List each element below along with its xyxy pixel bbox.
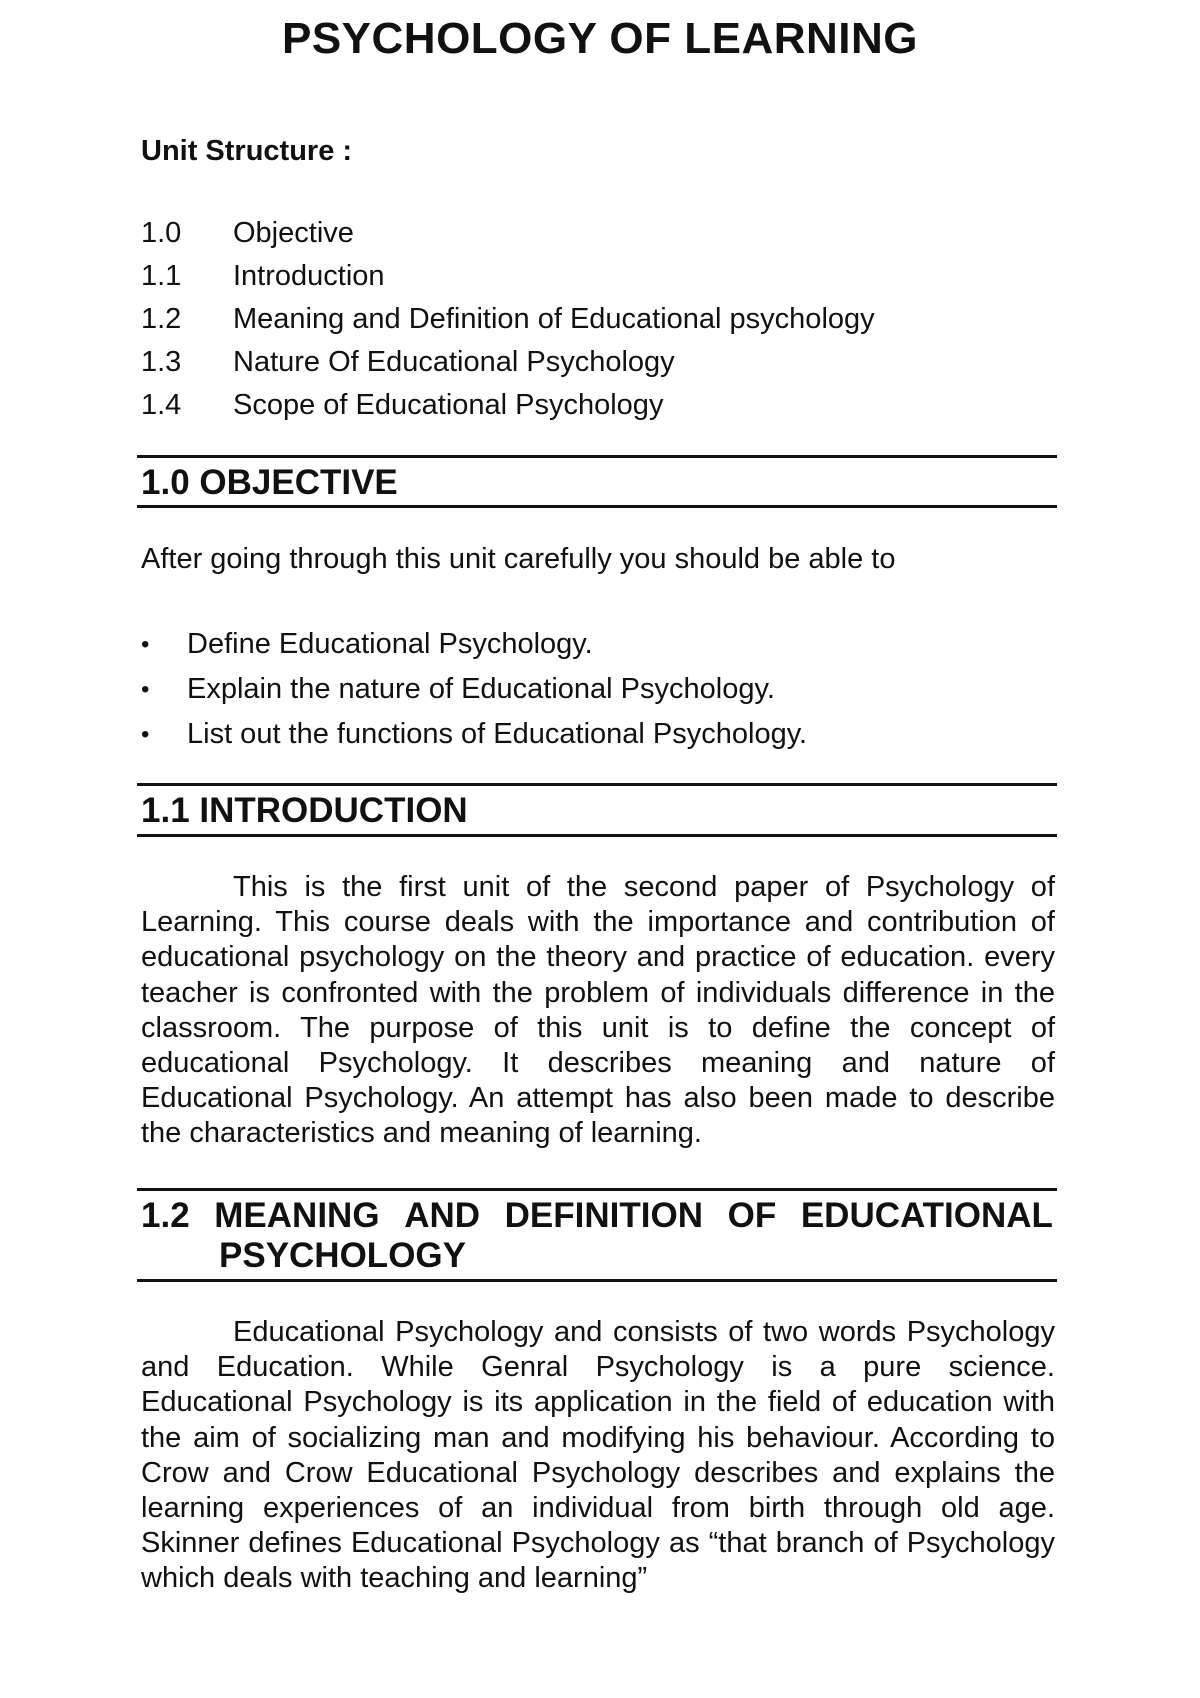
section-heading-objective: 1.0 OBJECTIVE — [141, 463, 398, 502]
heading-word: OF — [727, 1196, 777, 1235]
heading-word: EDUCATIONAL — [800, 1196, 1053, 1235]
heading-line — [141, 1196, 1053, 1236]
heading-word: DEFINITION — [504, 1196, 703, 1235]
toc-item — [141, 341, 875, 384]
toc-item-label: Meaning and Definition of Educational psychology — [233, 303, 875, 335]
section-rule-bottom — [137, 834, 1057, 837]
document-title: PSYCHOLOGY OF LEARNING — [281, 14, 919, 63]
toc-item-number: 1.1 — [141, 260, 182, 292]
toc-item-label: Scope of Educational Psychology — [233, 389, 664, 421]
section-heading-meaning — [141, 1196, 1053, 1276]
section-rule-top — [137, 1188, 1057, 1191]
section-rule-top — [137, 783, 1057, 786]
introduction-paragraph: This is the first unit of the second paper of Psychology of Learning. This course deals with the importance and contribution of educational psychology on the theory and practice of education. every teacher is confronted with the problem of individuals difference in the classroom. The purpose of this unit is to define the concept of educational Psychology. It describes meaning and nature of Educational Psychology. An attempt has also been made to describe the characteristics and meaning of learning. — [141, 871, 1055, 1150]
list-item — [141, 622, 807, 667]
section-rule-bottom — [137, 505, 1057, 508]
heading-word: AND — [404, 1196, 481, 1235]
unit-structure-label: Unit Structure : — [141, 135, 353, 167]
list-item-text: Explain the nature of Educational Psychology. — [187, 673, 775, 705]
table-of-contents — [141, 212, 875, 427]
section-rule-top — [137, 455, 1057, 458]
meaning-paragraph: Educational Psychology and consists of two words Psychology and Education. While Genral Psychology is a pure science. Educational Psychology is its application in the field of education with the aim of socializing man and modifying his behaviour. According to Crow and Crow Educational Psychology describes and explains the learning experiences of an individual from birth through old age. Skinner defines Educational Psychology as “that branch of Psychology which deals with teaching and learning” — [141, 1316, 1055, 1595]
toc-item — [141, 384, 875, 427]
section-rule-bottom — [137, 1279, 1057, 1282]
toc-item-number: 1.2 — [141, 303, 182, 335]
objective-intro: After going through this unit carefully you should be able to — [141, 543, 896, 575]
toc-item — [141, 212, 875, 255]
bullet-icon: • — [141, 675, 150, 703]
list-item-text: List out the functions of Educational Psychology. — [187, 718, 808, 750]
toc-item-number: 1.0 — [141, 217, 182, 249]
toc-item-label: Objective — [233, 217, 354, 249]
list-item — [141, 712, 807, 757]
toc-item-label: Nature Of Educational Psychology — [233, 346, 675, 378]
objective-list — [141, 622, 807, 757]
toc-item — [141, 298, 875, 341]
section-heading-introduction: 1.1 INTRODUCTION — [141, 791, 468, 830]
toc-item-label: Introduction — [233, 260, 385, 292]
toc-item — [141, 255, 875, 298]
heading-word: MEANING — [214, 1196, 380, 1235]
bullet-icon: • — [141, 720, 150, 748]
list-item-text: Define Educational Psychology. — [187, 628, 593, 660]
toc-item-number: 1.3 — [141, 346, 182, 378]
list-item — [141, 667, 807, 712]
heading-number: 1.2 — [141, 1196, 190, 1235]
toc-item-number: 1.4 — [141, 389, 182, 421]
heading-line: PSYCHOLOGY — [219, 1236, 466, 1275]
bullet-icon: • — [141, 630, 150, 658]
